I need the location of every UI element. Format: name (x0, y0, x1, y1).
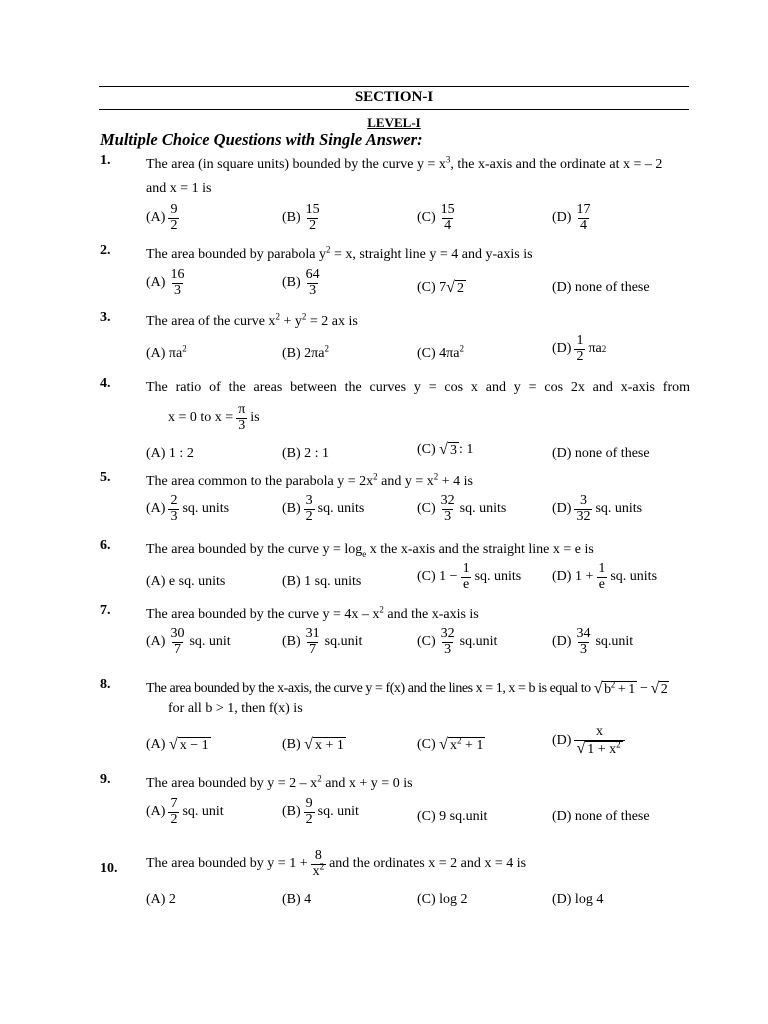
question-number: 3. (100, 310, 111, 325)
question-number: 7. (100, 603, 111, 618)
top-rule (99, 86, 689, 87)
option-c[interactable]: (C) 1 − $\frac{1}{e}$ sq. units (417, 561, 522, 592)
question-text: The area bounded by parabola $y^2 = x$, straight line y = 4 and y-axis is (146, 244, 533, 262)
option-b[interactable]: (B) √ x + 1 (282, 736, 344, 754)
option-b[interactable]: (B) $2\pi a^2$ (282, 343, 329, 361)
option-c[interactable]: (C) 9 sq.unit (417, 809, 488, 824)
option-b[interactable]: (B) $\frac{64}{3}$ (282, 267, 320, 298)
question-text: The area bounded by the curve $y = 4x - x^2$ and the x-axis is (146, 604, 479, 622)
question-number: 5. (100, 470, 111, 485)
question-number: 1. (100, 153, 111, 168)
option-c[interactable]: (C) √ 3 : 1 (417, 441, 474, 459)
option-c[interactable]: (C) $4\pi a^2$ (417, 343, 464, 361)
option-b[interactable]: (B) 1 sq. units (282, 574, 362, 589)
option-a[interactable]: (A) $\frac{2}{3}$ sq. units (146, 493, 230, 524)
option-c[interactable]: (C) 7 √ 2 (417, 279, 464, 297)
option-d[interactable]: (D) 1 + $\frac{1}{e}$ sq. units (552, 561, 658, 592)
question-text: The area common to the parabola $y = 2x^2$ and $y = x^2 + 4$ is (146, 471, 473, 489)
option-b[interactable]: (B) $\frac{15}{2}$ (282, 202, 320, 233)
option-a[interactable]: (A) e sq. units (146, 574, 226, 589)
question-number: 9. (100, 772, 111, 787)
option-a[interactable]: (A) 2 (146, 892, 176, 907)
question-text: The area (in square units) bounded by the curve $y = x^3$, the x-axis and the ordinate at x = – 2 and x = 1 is (146, 154, 663, 196)
option-c[interactable]: (C) √ $x^2 + 1$ (417, 735, 484, 754)
question-number: 2. (100, 243, 111, 258)
option-d[interactable]: (D) none of these (552, 280, 650, 295)
option-a[interactable]: (A) √ x − 1 (146, 736, 209, 754)
option-a[interactable]: (A) 1 : 2 (146, 446, 194, 461)
option-a[interactable]: (A) $\frac{7}{2}$ sq. unit (146, 796, 224, 827)
question-text: The area bounded by $y = 2 - x^2$ and x + y = 0 is (146, 773, 413, 791)
option-c[interactable]: (C) $\frac{15}{4}$ (417, 202, 455, 233)
question-number: 10. (100, 861, 118, 876)
option-a[interactable]: (A) $\pi a^2$ (146, 343, 187, 361)
option-a[interactable]: (A) $\frac{9}{2}$ (146, 202, 178, 233)
option-d[interactable]: (D) none of these (552, 809, 650, 824)
level-title: LEVEL-I (367, 115, 421, 130)
option-b[interactable]: (B) 2 : 1 (282, 446, 330, 461)
option-c[interactable]: (C) log 2 (417, 892, 468, 907)
option-c[interactable]: (C) $\frac{32}{3}$ sq. units (417, 493, 507, 524)
question-text: The area of the curve $x^2 + y^2 = 2$ ax is (146, 311, 358, 329)
option-c[interactable]: (C) $\frac{32}{3}$ sq.unit (417, 626, 498, 657)
option-a[interactable]: (A) $\frac{16}{3}$ (146, 267, 185, 298)
questions-heading: Multiple Choice Questions with Single Answer: (100, 130, 423, 149)
question-text-cont: for all b > 1, then f(x) is (168, 701, 303, 716)
option-d[interactable]: (D) $\frac{1}{2}$ πa 2 (552, 333, 607, 364)
option-b[interactable]: (B) $\frac{3}{2}$ sq. units (282, 493, 365, 524)
question-text: The area bounded by the curve $y = \log_e x$ the x-axis and the straight line x = e is (146, 542, 594, 559)
option-b[interactable]: (B) 4 (282, 892, 312, 907)
option-a[interactable]: (A) $\frac{30}{7}$ sq. unit (146, 626, 231, 657)
question-text-cont: x = 0 to x = $\frac{\pi}{3}$ is (168, 402, 260, 433)
section-title: SECTION-I (354, 89, 434, 105)
option-d[interactable]: (D) none of these (552, 446, 650, 461)
section-rule (99, 109, 689, 110)
option-d[interactable]: (D) $\frac{3}{32}$ sq. units (552, 493, 643, 524)
question-number: 4. (100, 376, 111, 391)
question-text: The area bounded by y = 1 + $\frac{8}{x^2}$ and the ordinates x = 2 and x = 4 is (146, 848, 527, 879)
option-b[interactable]: (B) $\frac{31}{7}$ sq.unit (282, 626, 363, 657)
option-d[interactable]: (D) log 4 (552, 892, 604, 907)
option-b[interactable]: (B) $\frac{9}{2}$ sq. unit (282, 796, 359, 827)
question-text: The ratio of the areas between the curves y = cos x and y = cos 2x and x-axis from (146, 380, 690, 395)
option-d[interactable]: (D) x √ $1 + x^2$ (552, 725, 628, 757)
option-d[interactable]: (D) $\frac{34}{3}$ sq.unit (552, 626, 634, 657)
question-number: 6. (100, 538, 111, 553)
question-number: 8. (100, 677, 111, 692)
option-d[interactable]: (D) $\frac{17}{4}$ (552, 202, 591, 233)
question-text: The area bounded by the x-axis, the curve y = f(x) and the lines x = 1, x = b is equal to √ $b^2 + 1$ − √ 2 (146, 679, 668, 698)
